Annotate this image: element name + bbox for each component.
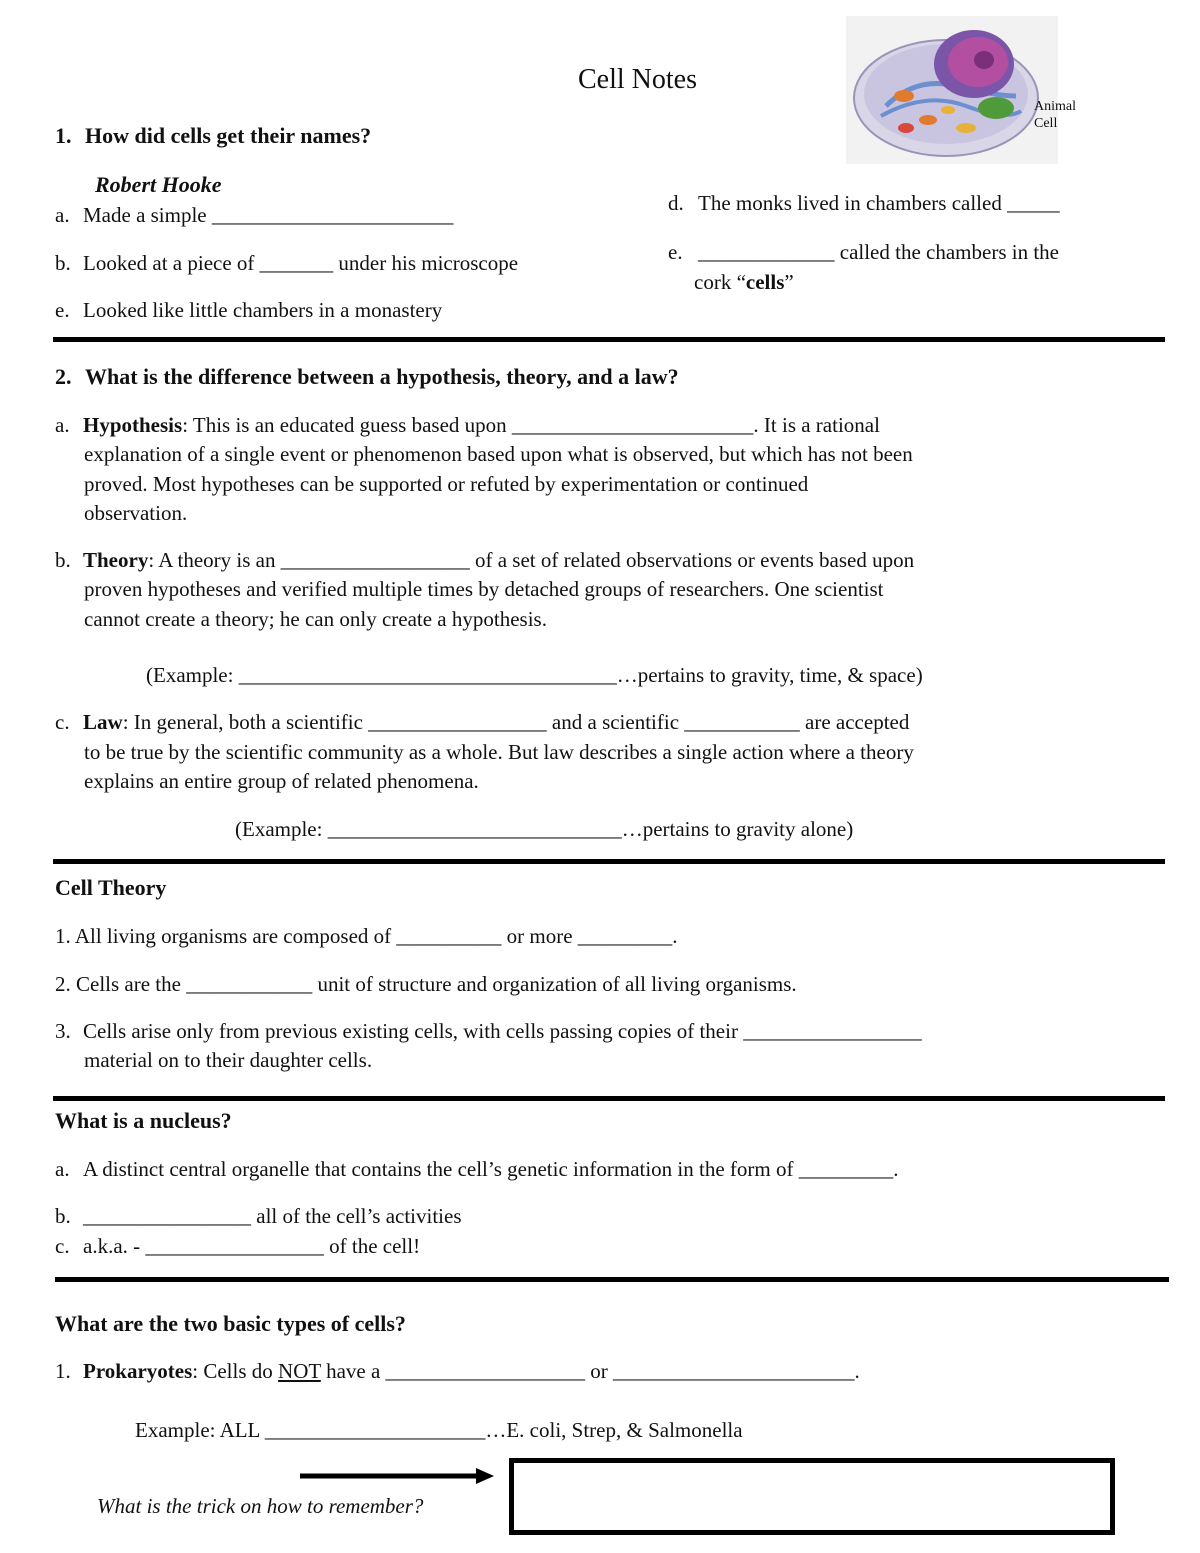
nucleus-item-c: c. a.k.a. - _________________ of the cell! — [55, 1234, 421, 1258]
q2-law-example: (Example: ____________________________…pertains to gravity alone) — [235, 817, 854, 841]
q1-item-e-line2: cork “cells” — [694, 270, 794, 294]
divider-1 — [53, 337, 1165, 342]
cell-types-heading: What are the two basic types of cells? — [55, 1311, 406, 1336]
q1-item-e: e. _____________ called the chambers in the — [668, 240, 1059, 264]
cell-theory-heading: Cell Theory — [55, 875, 167, 900]
q2-heading: 2. What is the difference between a hypothesis, theory, and a law? — [55, 364, 679, 389]
nucleus-heading: What is a nucleus? — [55, 1108, 232, 1133]
q2-law-line3: explains an entire group of related phenomena. — [84, 769, 479, 793]
right-arrow-icon — [298, 1467, 498, 1487]
divider-3 — [53, 1096, 1165, 1101]
q1-item-d: d. The monks lived in chambers called _____ — [668, 191, 1060, 215]
q1-item-a: a. Made a simple _______________________ — [55, 203, 454, 227]
q1-heading: 1. How did cells get their names? — [55, 123, 372, 148]
q2-theory-line1: b. Theory: A theory is an __________________ of a set of related observations or events based upon — [55, 548, 915, 572]
animal-cell-illustration — [846, 16, 1058, 164]
q2-hypothesis-line4: observation. — [84, 501, 188, 525]
nucleus-item-a: a. A distinct central organelle that contains the cell’s genetic information in the form of _________. — [55, 1157, 899, 1181]
q2-law-line2: to be true by the scientific community as a whole. But law describes a single action where a theory — [84, 740, 914, 764]
animal-cell-image — [846, 16, 1076, 164]
q2-theory-example: (Example: ____________________________________…pertains to gravity, time, & space) — [146, 663, 923, 687]
robert-hooke-label: Robert Hooke — [95, 172, 222, 197]
cell-theory-item-1: 1. All living organisms are composed of __________ or more _________. — [55, 924, 678, 948]
answer-box[interactable] — [509, 1458, 1115, 1535]
cell-theory-item-3-line2: material on to their daughter cells. — [84, 1048, 373, 1072]
divider-2 — [53, 859, 1165, 864]
q2-hypothesis-line3: proved. Most hypotheses can be supported or refuted by experimentation or continued — [84, 472, 809, 496]
q2-hypothesis-line1: a. Hypothesis: This is an educated guess based upon _______________________. It is a rational — [55, 413, 880, 437]
page-title: Cell Notes — [578, 64, 697, 95]
prokaryotes-item: 1. Prokaryotes: Cells do NOT have a ___________________ or _______________________. — [55, 1359, 860, 1383]
q2-theory-line2: proven hypotheses and verified multiple times by detached groups of researchers. One scientist — [84, 577, 884, 601]
nucleus-item-b: b. ________________ all of the cell’s activities — [55, 1204, 462, 1228]
cell-theory-item-2: 2. Cells are the ____________ unit of structure and organization of all living organisms. — [55, 972, 797, 996]
q2-theory-line3: cannot create a theory; he can only create a hypothesis. — [84, 607, 547, 631]
q2-law-line1: c. Law: In general, both a scientific _________________ and a scientific ___________ are accepted — [55, 710, 910, 734]
q2-hypothesis-line2: explanation of a single event or phenomenon based upon what is observed, but which has not been — [84, 442, 913, 466]
prokaryotes-example: Example: ALL _____________________…E. coli, Strep, & Salmonella — [135, 1418, 743, 1442]
trick-question: What is the trick on how to remember? — [97, 1494, 424, 1518]
cell-theory-item-3: 3. Cells arise only from previous existing cells, with cells passing copies of their _________________ — [55, 1019, 922, 1043]
q1-item-b: b. Looked at a piece of _______ under his microscope — [55, 251, 519, 275]
divider-4 — [55, 1277, 1169, 1282]
q1-item-c: e. Looked like little chambers in a monastery — [55, 298, 443, 322]
image-caption: Animal Cell — [1034, 99, 1076, 131]
